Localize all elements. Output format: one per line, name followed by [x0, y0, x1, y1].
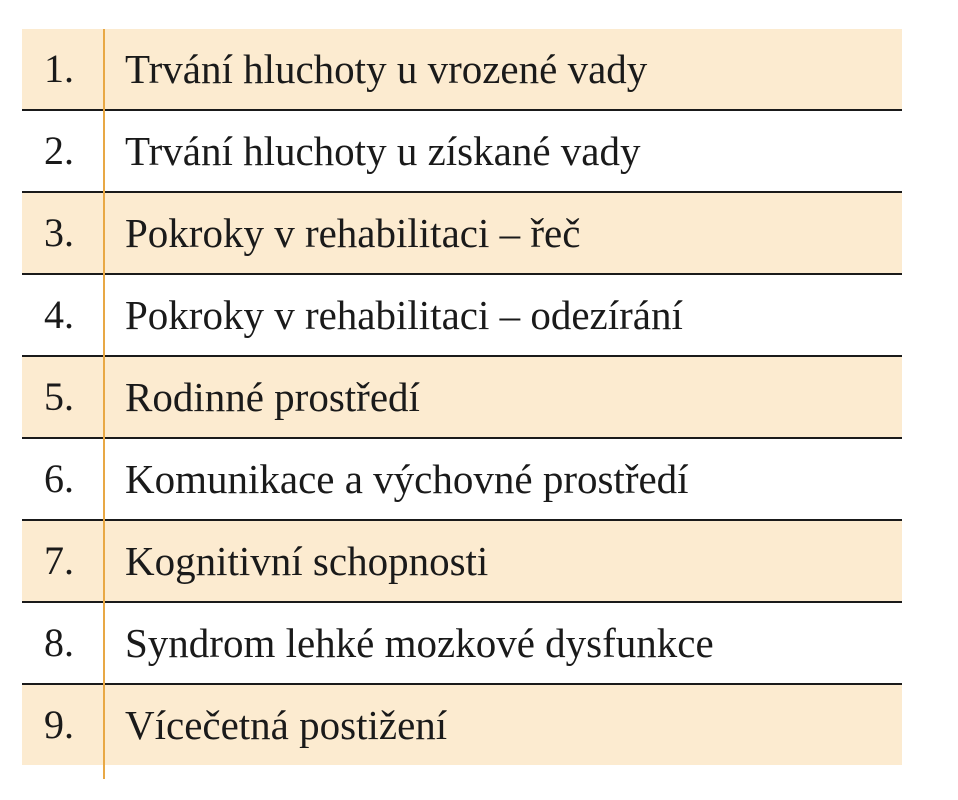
- table-row: [22, 521, 902, 603]
- row-number: 5.: [44, 374, 74, 419]
- table-row: [22, 439, 902, 521]
- row-number: 4.: [44, 292, 74, 337]
- row-number: 9.: [44, 702, 74, 747]
- table-row: [22, 275, 902, 357]
- row-label: Trvání hluchoty u získané vady: [125, 127, 641, 174]
- row-number: 1.: [44, 46, 74, 91]
- criteria-table: [22, 29, 902, 765]
- row-number: 2.: [44, 128, 74, 173]
- column-divider: [103, 29, 105, 779]
- row-label: Pokroky v rehabilitaci – řeč: [125, 209, 581, 256]
- row-label: Kognitivní schopnosti: [125, 537, 489, 584]
- table-row: [22, 357, 902, 439]
- row-label: Trvání hluchoty u vrozené vady: [125, 45, 648, 92]
- row-label: Rodinné prostředí: [125, 373, 420, 420]
- table-row: [22, 603, 902, 685]
- row-number: 6.: [44, 456, 74, 501]
- table-row: [22, 111, 902, 193]
- row-label: Komunikace a výchovné prostředí: [125, 455, 689, 502]
- row-label: Vícečetná postižení: [125, 701, 448, 748]
- row-label: Syndrom lehké mozkové dysfunkce: [125, 619, 714, 666]
- row-number: 7.: [44, 538, 74, 583]
- row-label: Pokroky v rehabilitaci – odezírání: [125, 291, 683, 338]
- table-row: [22, 29, 902, 111]
- row-number: 3.: [44, 210, 74, 255]
- row-number: 8.: [44, 620, 74, 665]
- table-row: [22, 193, 902, 275]
- table-row: [22, 685, 902, 765]
